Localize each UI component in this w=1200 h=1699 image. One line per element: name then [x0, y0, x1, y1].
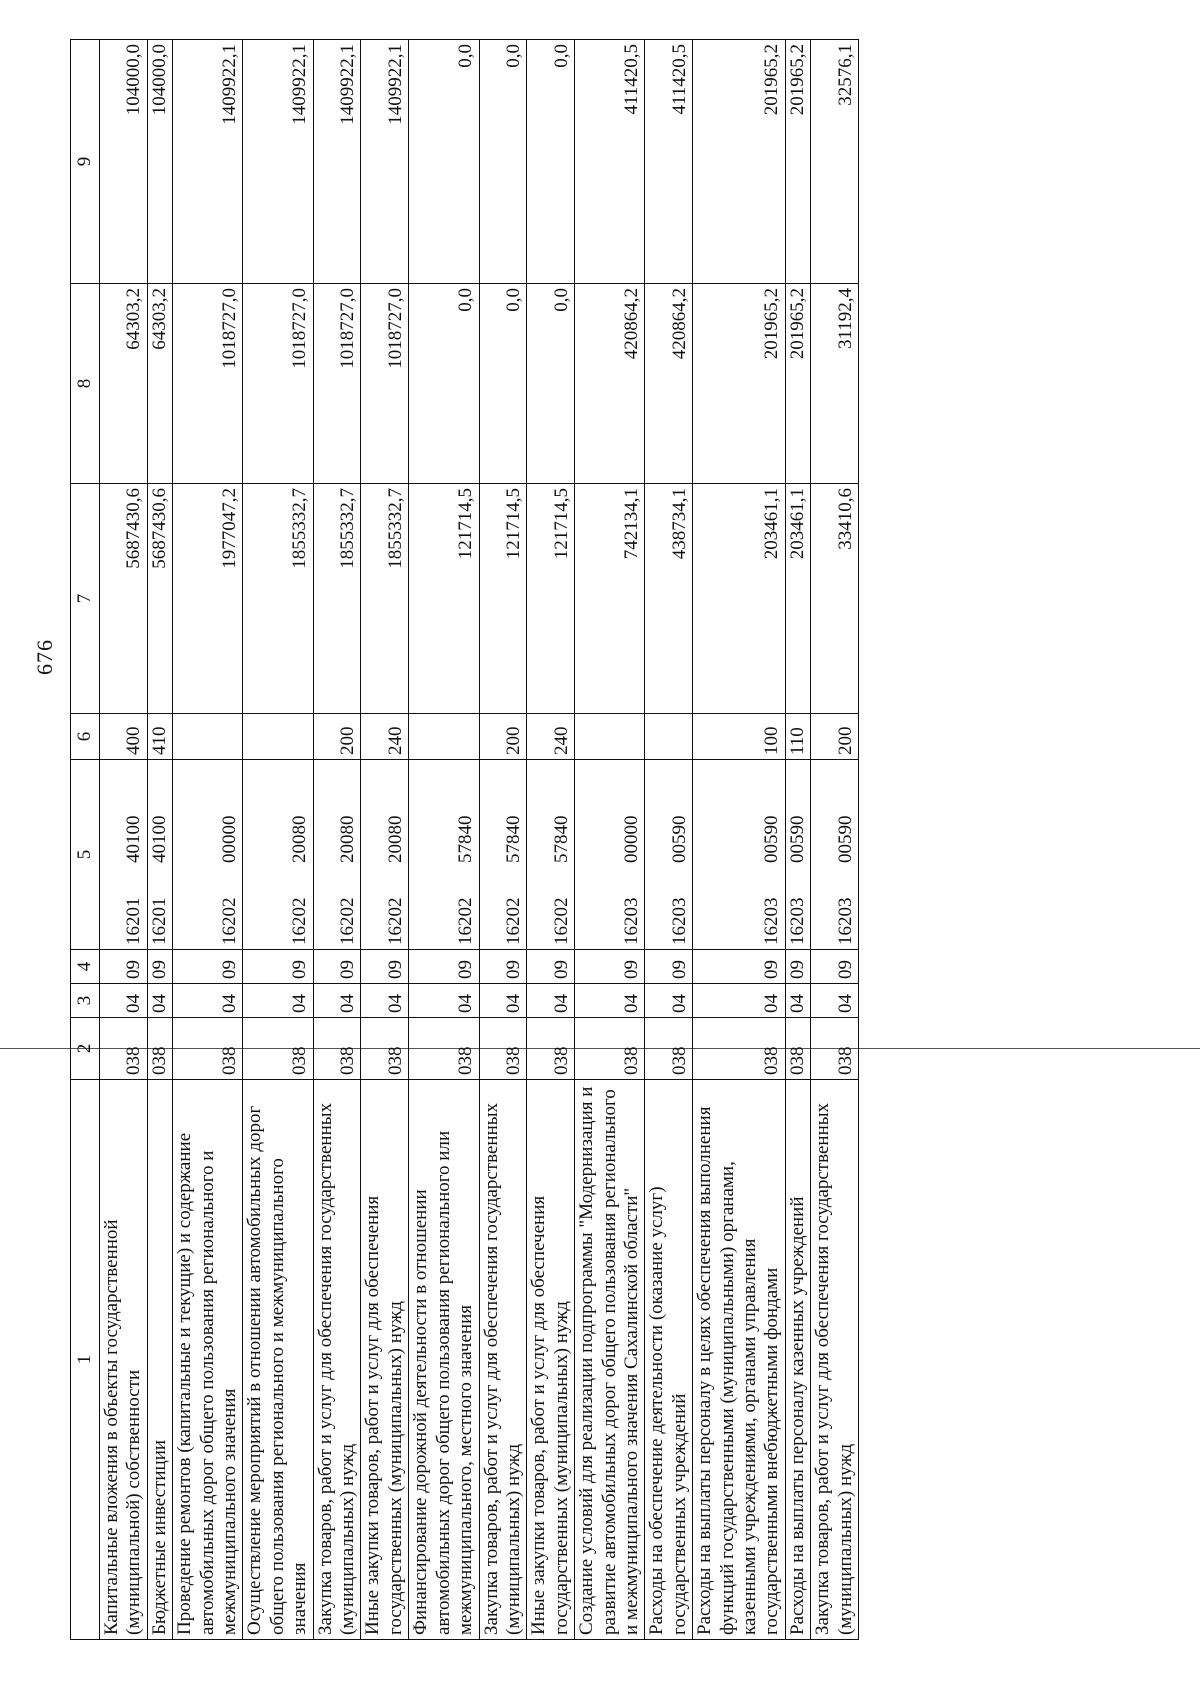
row-name: Расходы на выплаты персоналу казенных учреждений — [785, 1080, 810, 1640]
admin-code: 038 — [173, 1018, 243, 1080]
section-code: 04 — [811, 984, 859, 1018]
target-article-program: 16202 — [289, 897, 311, 945]
target-article — [173, 760, 243, 950]
amount-col8: 64303,2 — [147, 284, 172, 484]
subsection-code: 09 — [645, 950, 693, 984]
target-article-direction: 00590 — [668, 815, 690, 863]
amount-col8: 0,0 — [409, 284, 479, 484]
amount-col9: 0,0 — [409, 40, 479, 284]
table-row — [479, 40, 527, 1640]
amount-col7: 1855332,7 — [243, 484, 313, 714]
target-article-program: 16202 — [337, 897, 359, 945]
amount-col7: 5687430,6 — [100, 484, 148, 714]
column-header: 2 — [71, 1018, 100, 1080]
target-article-program: 16203 — [786, 897, 808, 945]
budget-table — [70, 39, 859, 1640]
column-header: 1 — [71, 1080, 100, 1640]
amount-col8: 1018727,0 — [313, 284, 361, 484]
target-article — [575, 760, 645, 950]
row-name: Закупка товаров, работ и услуг для обеспечения государственных (муниципальных) нужд — [313, 1080, 361, 1640]
section-code: 04 — [645, 984, 693, 1018]
amount-col8: 201965,2 — [785, 284, 810, 484]
expense-type: 400 — [100, 714, 148, 760]
subsection-code: 09 — [693, 950, 786, 984]
target-article-program: 16202 — [502, 897, 524, 945]
admin-code: 038 — [313, 1018, 361, 1080]
table-row — [811, 40, 859, 1640]
amount-col8: 0,0 — [479, 284, 527, 484]
subsection-code: 09 — [575, 950, 645, 984]
amount-col7: 203461,1 — [785, 484, 810, 714]
amount-col7: 121714,5 — [409, 484, 479, 714]
amount-col9: 1409922,1 — [361, 40, 409, 284]
target-article-program: 16202 — [550, 897, 572, 945]
table-row — [693, 40, 786, 1640]
column-header: 9 — [71, 40, 100, 284]
target-article-program: 16203 — [620, 897, 642, 945]
expense-type: 240 — [527, 714, 575, 760]
amount-col9: 32576,1 — [811, 40, 859, 284]
page-number: 676 — [32, 639, 57, 675]
amount-col9: 1409922,1 — [313, 40, 361, 284]
target-article — [409, 760, 479, 950]
expense-type: 200 — [811, 714, 859, 760]
target-article-program: 16202 — [384, 897, 406, 945]
amount-col9: 411420,5 — [645, 40, 693, 284]
admin-code: 038 — [147, 1018, 172, 1080]
target-article-program: 16203 — [834, 897, 856, 945]
subsection-code: 09 — [100, 950, 148, 984]
amount-col9: 0,0 — [479, 40, 527, 284]
expense-type: 200 — [313, 714, 361, 760]
subsection-code: 09 — [243, 950, 313, 984]
amount-col8: 201965,2 — [693, 284, 786, 484]
section-code: 04 — [100, 984, 148, 1018]
section-code: 04 — [243, 984, 313, 1018]
column-header: 8 — [71, 284, 100, 484]
expense-type — [409, 714, 479, 760]
section-code: 04 — [575, 984, 645, 1018]
target-article — [527, 760, 575, 950]
column-header: 5 — [71, 760, 100, 950]
table-row — [243, 40, 313, 1640]
table-row — [313, 40, 361, 1640]
target-article-direction: 20080 — [384, 815, 406, 863]
target-article-direction: 00590 — [834, 815, 856, 863]
column-header: 3 — [71, 984, 100, 1018]
target-article — [361, 760, 409, 950]
target-article-direction: 20080 — [337, 815, 359, 863]
subsection-code: 09 — [479, 950, 527, 984]
target-article-program: 16203 — [761, 897, 783, 945]
amount-col8: 1018727,0 — [173, 284, 243, 484]
target-article-program: 16202 — [219, 897, 241, 945]
amount-col8: 31192,4 — [811, 284, 859, 484]
amount-col9: 1409922,1 — [243, 40, 313, 284]
admin-code: 038 — [785, 1018, 810, 1080]
row-name: Бюджетные инвестиции — [147, 1080, 172, 1640]
amount-col9: 201965,2 — [693, 40, 786, 284]
amount-col7: 203461,1 — [693, 484, 786, 714]
section-code: 04 — [785, 984, 810, 1018]
target-article — [645, 760, 693, 950]
amount-col9: 411420,5 — [575, 40, 645, 284]
target-article-direction: 57840 — [502, 815, 524, 863]
admin-code: 038 — [811, 1018, 859, 1080]
row-name: Закупка товаров, работ и услуг для обеспечения государственных (муниципальных) нужд — [811, 1080, 859, 1640]
expense-type — [173, 714, 243, 760]
target-article-direction: 57840 — [455, 815, 477, 863]
section-code: 04 — [693, 984, 786, 1018]
row-name: Осуществление мероприятий в отношении автомобильных дорог общего пользования регионального и межмуниципального значения — [243, 1080, 313, 1640]
target-article — [147, 760, 172, 950]
table-row — [361, 40, 409, 1640]
target-article — [811, 760, 859, 950]
row-name: Проведение ремонтов (капитальные и текущие) и содержание автомобильных дорог общего пользования регионального и межмуниципального значения — [173, 1080, 243, 1640]
column-header: 7 — [71, 484, 100, 714]
section-code: 04 — [527, 984, 575, 1018]
amount-col7: 438734,1 — [645, 484, 693, 714]
row-name: Закупка товаров, работ и услуг для обеспечения государственных (муниципальных) нужд — [479, 1080, 527, 1640]
table-body — [100, 40, 859, 1640]
target-article-direction: 40100 — [123, 815, 145, 863]
amount-col7: 33410,6 — [811, 484, 859, 714]
target-article-program: 16202 — [455, 897, 477, 945]
header-row — [71, 40, 100, 1640]
subsection-code: 09 — [785, 950, 810, 984]
target-article-direction: 57840 — [550, 815, 572, 863]
amount-col7: 121714,5 — [527, 484, 575, 714]
amount-col9: 0,0 — [527, 40, 575, 284]
amount-col7: 5687430,6 — [147, 484, 172, 714]
admin-code: 038 — [527, 1018, 575, 1080]
target-article-direction: 00000 — [219, 815, 241, 863]
subsection-code: 09 — [173, 950, 243, 984]
expense-type: 240 — [361, 714, 409, 760]
amount-col9: 201965,2 — [785, 40, 810, 284]
target-article-program: 16201 — [148, 897, 170, 945]
amount-col7: 742134,1 — [575, 484, 645, 714]
amount-col9: 1409922,1 — [173, 40, 243, 284]
expense-type: 110 — [785, 714, 810, 760]
amount-col7: 1855332,7 — [313, 484, 361, 714]
amount-col8: 420864,2 — [575, 284, 645, 484]
subsection-code: 09 — [811, 950, 859, 984]
section-code: 04 — [479, 984, 527, 1018]
admin-code: 038 — [693, 1018, 786, 1080]
rotated-page — [32, 40, 1100, 1640]
row-name: Создание условий для реализации подпрограммы "Модернизация и развитие автомобильных дорог общего пользования регионального и межмуниципального значения Сахалинской области" — [575, 1080, 645, 1640]
target-article — [243, 760, 313, 950]
table-row — [409, 40, 479, 1640]
amount-col7: 121714,5 — [479, 484, 527, 714]
target-article-direction: 40100 — [148, 815, 170, 863]
column-header: 6 — [71, 714, 100, 760]
subsection-code: 09 — [527, 950, 575, 984]
row-name: Расходы на выплаты персоналу в целях обеспечения выполнения функций государственными (муниципальными) органами, казенными учреждениями, органами управления государственными внебюджетными фондами — [693, 1080, 786, 1640]
target-article — [693, 760, 786, 950]
admin-code: 038 — [575, 1018, 645, 1080]
amount-col7: 1855332,7 — [361, 484, 409, 714]
row-name: Финансирование дорожной деятельности в отношении автомобильных дорог общего пользования регионального или межмуниципального, местного значения — [409, 1080, 479, 1640]
admin-code: 038 — [409, 1018, 479, 1080]
target-article — [100, 760, 148, 950]
admin-code: 038 — [361, 1018, 409, 1080]
section-code: 04 — [173, 984, 243, 1018]
section-code: 04 — [409, 984, 479, 1018]
amount-col8: 1018727,0 — [361, 284, 409, 484]
target-article-program: 16203 — [668, 897, 690, 945]
amount-col8: 64303,2 — [100, 284, 148, 484]
target-article-direction: 00000 — [620, 815, 642, 863]
table-row — [100, 40, 148, 1640]
amount-col8: 1018727,0 — [243, 284, 313, 484]
subsection-code: 09 — [409, 950, 479, 984]
expense-type: 200 — [479, 714, 527, 760]
row-name: Иные закупки товаров, работ и услуг для обеспечения государственных (муниципальных) нужд — [527, 1080, 575, 1640]
admin-code: 038 — [243, 1018, 313, 1080]
target-article — [479, 760, 527, 950]
amount-col8: 420864,2 — [645, 284, 693, 484]
expense-type: 410 — [147, 714, 172, 760]
expense-type — [243, 714, 313, 760]
amount-col9: 104000,0 — [100, 40, 148, 284]
subsection-code: 09 — [313, 950, 361, 984]
expense-type — [645, 714, 693, 760]
row-name: Капитальные вложения в объекты государственной (муниципальной) собственности — [100, 1080, 148, 1640]
table-row — [147, 40, 172, 1640]
amount-col8: 0,0 — [527, 284, 575, 484]
section-code: 04 — [313, 984, 361, 1018]
row-name: Расходы на обеспечение деятельности (оказание услуг) государственных учреждений — [645, 1080, 693, 1640]
subsection-code: 09 — [361, 950, 409, 984]
amount-col9: 104000,0 — [147, 40, 172, 284]
subsection-code: 09 — [147, 950, 172, 984]
admin-code: 038 — [645, 1018, 693, 1080]
table-row — [527, 40, 575, 1640]
target-article-direction: 20080 — [289, 815, 311, 863]
table-row — [645, 40, 693, 1640]
section-code: 04 — [147, 984, 172, 1018]
expense-type — [575, 714, 645, 760]
table-row — [785, 40, 810, 1640]
target-article — [785, 760, 810, 950]
table-row — [173, 40, 243, 1640]
target-article — [313, 760, 361, 950]
table-row — [575, 40, 645, 1640]
expense-type: 100 — [693, 714, 786, 760]
admin-code: 038 — [479, 1018, 527, 1080]
target-article-direction: 00590 — [761, 815, 783, 863]
row-name: Иные закупки товаров, работ и услуг для обеспечения государственных (муниципальных) нужд — [361, 1080, 409, 1640]
section-code: 04 — [361, 984, 409, 1018]
target-article-program: 16201 — [123, 897, 145, 945]
column-header: 4 — [71, 950, 100, 984]
admin-code: 038 — [100, 1018, 148, 1080]
target-article-direction: 00590 — [786, 815, 808, 863]
amount-col7: 1977047,2 — [173, 484, 243, 714]
